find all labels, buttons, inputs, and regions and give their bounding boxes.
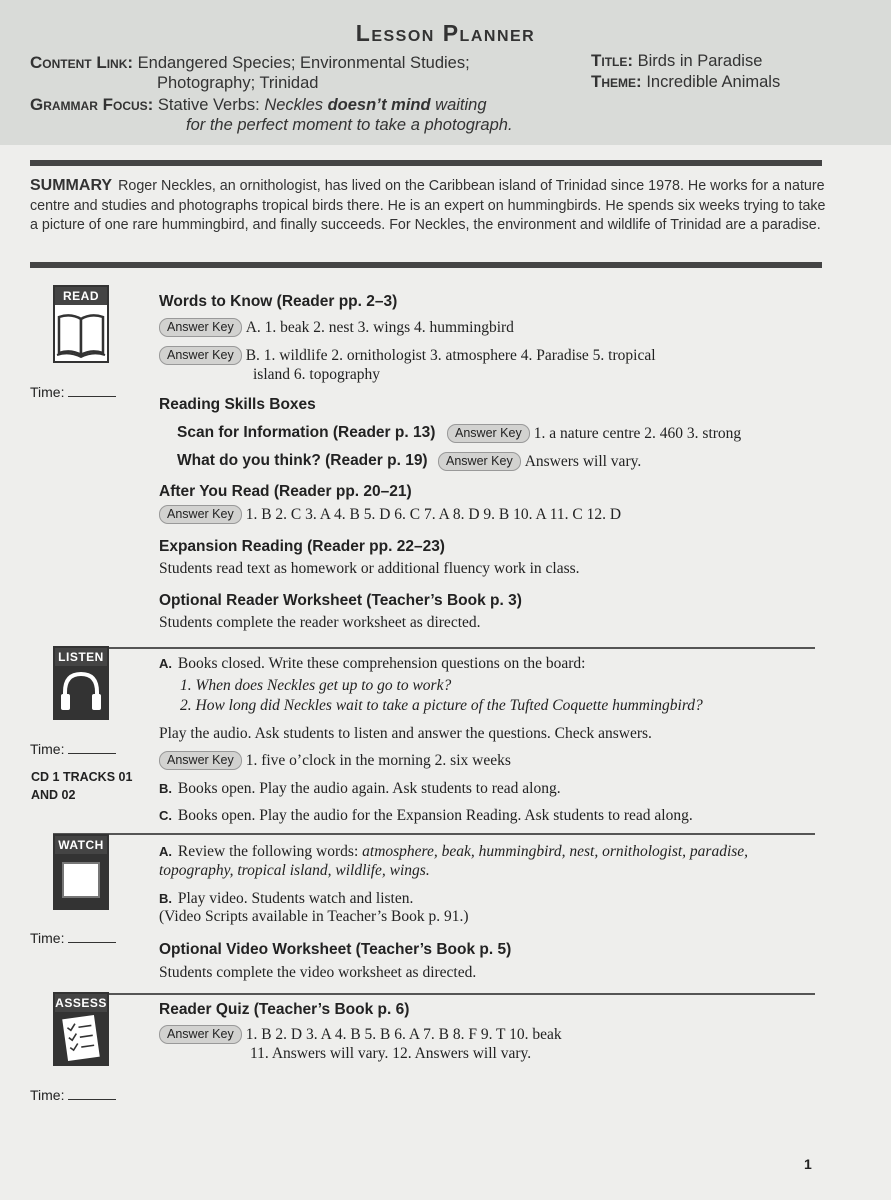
think-answers: Answer Key Answers will vary. [438,452,641,471]
listen-c: C. Books open. Play the audio for the Expansion Reading. Ask students to read along. [159,807,693,824]
watch-icon: WATCH [53,834,109,910]
content-link: Content Link: Endangered Species; Environmental Studies; [30,53,470,72]
scan-heading: Scan for Information (Reader p. 13) [177,424,436,441]
cd-tracks: CD 1 TRACKS 01 AND 02 [31,770,133,802]
lesson-title: Title: Birds in Paradise [591,51,763,70]
words-a: Answer Key A. 1. beak 2. nest 3. wings 4. hummingbird [159,318,514,337]
play-instructions: Play the audio. Ask students to listen and answer the questions. Check answers. [159,725,652,742]
scan-answers: Answer Key 1. a nature centre 2. 460 3. strong [447,424,741,443]
words-b-cont: island 6. topography [253,366,380,383]
quiz-heading: Reader Quiz (Teacher’s Book p. 6) [159,1001,410,1018]
answer-key-badge: Answer Key [159,751,242,770]
page-number: 1 [804,1156,812,1172]
content-link-line2: Photography; Trinidad [157,74,319,92]
after-heading: After You Read (Reader pp. 20–21) [159,483,412,500]
section-divider [53,833,815,835]
tv-screen-icon [55,854,107,908]
listen-answers: Answer Key 1. five o’clock in the morning 2. six weeks [159,751,511,770]
answer-key-badge: Answer Key [447,424,530,443]
watch-b-note: (Video Scripts available in Teacher’s Book p. 91.) [159,908,469,925]
watch-a: A. Review the following words: atmosphere, beak, hummingbird, nest, ornithologist, paradise, [159,843,749,860]
time-assess: Time: [30,1087,116,1103]
expansion-text: Students read text as homework or additional fluency work in class. [159,560,580,577]
page-title: Lesson Planner [355,20,536,46]
reader-worksheet-text: Students complete the reader worksheet as directed. [159,614,481,631]
listen-icon: LISTEN [53,646,109,720]
summary: SUMMARY Roger Neckles, an ornithologist, has lived on the Caribbean island of Trinidad since 1978. He works for a nature centre and studies and photographs tropical birds there. He is an expert on hummingbirds. He spends six weeks trying to take a picture of one rare hummingbird, and finally succeeds. For Neckles, the environment and wildlife of Trinidad are a paradise. [30,177,826,233]
answer-key-badge: Answer Key [159,1025,242,1044]
quiz-answers: Answer Key 1. B 2. D 3. A 4. B 5. B 6. A 7. B 8. F 9. T 10. beak [159,1025,562,1044]
answer-key-badge: Answer Key [159,318,242,337]
skills-heading: Reading Skills Boxes [159,396,316,413]
question-2: 2. How long did Neckles wait to take a picture of the Tufted Coquette hummingbird? [180,697,703,714]
listen-b: B. Books open. Play the audio again. Ask students to read along. [159,780,561,797]
grammar-focus: Grammar Focus: Stative Verbs: Neckles doesn’t mind waiting [30,95,487,114]
grammar-focus-line2: for the perfect moment to take a photograph. [186,116,513,134]
expansion-heading: Expansion Reading (Reader pp. 22–23) [159,538,445,555]
answer-key-badge: Answer Key [159,505,242,524]
answer-key-badge: Answer Key [438,452,521,471]
checklist-icon [55,1012,107,1064]
section-divider [53,993,815,995]
lesson-theme: Theme: Incredible Animals [591,72,781,91]
time-listen: Time: [30,741,116,757]
time-watch: Time: [30,930,116,946]
read-icon: READ [53,285,109,363]
book-icon [55,305,107,361]
words-heading: Words to Know (Reader pp. 2–3) [159,293,398,310]
question-1: 1. When does Neckles get up to go to work? [180,677,452,694]
quiz-answers-cont: 11. Answers will vary. 12. Answers will vary. [250,1045,532,1062]
reader-worksheet-heading: Optional Reader Worksheet (Teacher’s Book p. 3) [159,592,522,609]
divider [30,262,822,268]
answer-key-badge: Answer Key [159,346,242,365]
watch-a-cont: topography, tropical island, wildlife, wings. [159,862,430,879]
think-heading: What do you think? (Reader p. 19) [177,452,428,469]
video-worksheet-text: Students complete the video worksheet as directed. [159,964,477,981]
watch-b: B. Play video. Students watch and listen. [159,890,414,907]
section-divider [53,647,815,649]
video-worksheet-heading: Optional Video Worksheet (Teacher’s Book p. 5) [159,941,512,958]
headphones-icon [55,666,107,718]
listen-a: A. Books closed. Write these comprehension questions on the board: [159,655,586,672]
words-b: Answer Key B. 1. wildlife 2. ornithologist 3. atmosphere 4. Paradise 5. tropical [159,346,656,365]
time-read: Time: [30,384,116,400]
divider [30,160,822,166]
assess-icon: ASSESS [53,992,109,1066]
after-answers: Answer Key 1. B 2. C 3. A 4. B 5. D 6. C 7. A 8. D 9. B 10. A 11. C 12. D [159,505,621,524]
